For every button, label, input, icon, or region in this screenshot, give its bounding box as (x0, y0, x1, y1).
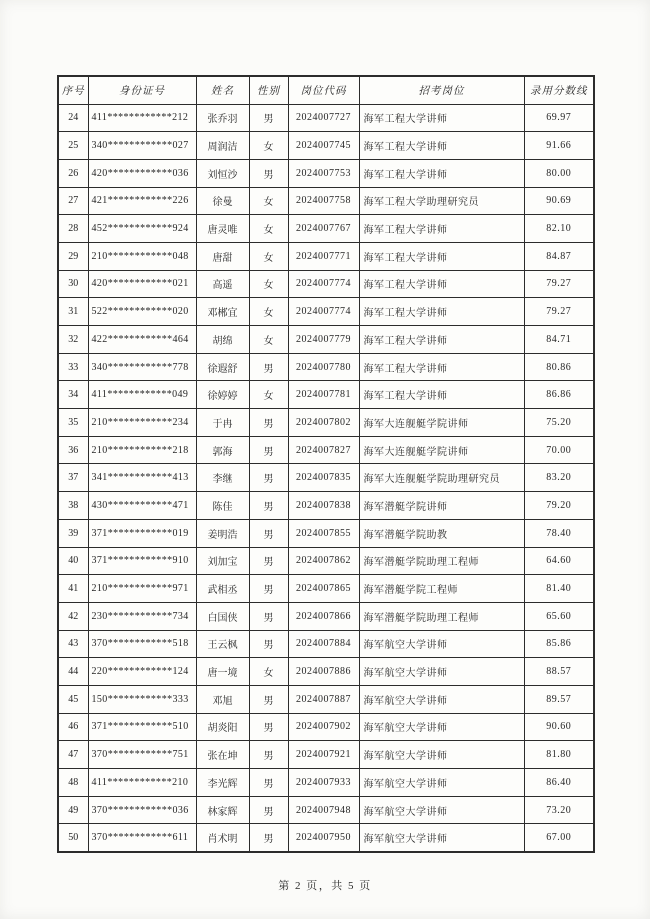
page-number: 第 2 页，共 5 页 (278, 880, 372, 892)
cell-gender: 男 (249, 741, 288, 769)
cell-id-number: 340************027 (88, 132, 196, 160)
cell-gender: 男 (249, 769, 288, 797)
cell-position: 海军工程大学讲师 (359, 326, 524, 354)
cell-position-code: 2024007758 (288, 187, 359, 215)
cell-score: 89.57 (524, 685, 594, 713)
cell-name: 王云枫 (196, 630, 249, 658)
cell-score: 73.20 (524, 796, 594, 824)
cell-position-code: 2024007921 (288, 741, 359, 769)
cell-id-number: 340************778 (88, 353, 196, 381)
cell-position-code: 2024007753 (288, 159, 359, 187)
cell-id-number: 370************036 (88, 796, 196, 824)
cell-id-number: 220************124 (88, 658, 196, 686)
cell-seq: 47 (58, 741, 88, 769)
cell-position: 海军大连舰艇学院助理研究员 (359, 464, 524, 492)
cell-score: 83.20 (524, 464, 594, 492)
cell-gender: 女 (249, 187, 288, 215)
cell-position-code: 2024007771 (288, 242, 359, 270)
cell-seq: 28 (58, 215, 88, 243)
cell-name: 胡炎阳 (196, 713, 249, 741)
cell-seq: 24 (58, 104, 88, 132)
cell-score: 79.27 (524, 298, 594, 326)
cell-id-number: 522************020 (88, 298, 196, 326)
cell-name: 白国侠 (196, 602, 249, 630)
cell-score: 69.97 (524, 104, 594, 132)
table-row (58, 658, 594, 686)
cell-position: 海军大连舰艇学院讲师 (359, 409, 524, 437)
cell-name: 张在坤 (196, 741, 249, 769)
cell-score: 79.27 (524, 270, 594, 298)
cell-gender: 男 (249, 353, 288, 381)
cell-name: 邓旭 (196, 685, 249, 713)
cell-position: 海军航空大学讲师 (359, 741, 524, 769)
cell-position: 海军工程大学讲师 (359, 242, 524, 270)
header-score-line: 录用分数线 (524, 76, 594, 104)
cell-seq: 39 (58, 519, 88, 547)
cell-score: 82.10 (524, 215, 594, 243)
cell-seq: 42 (58, 602, 88, 630)
cell-position: 海军航空大学讲师 (359, 796, 524, 824)
header-seq: 序号 (58, 76, 88, 104)
cell-position-code: 2024007855 (288, 519, 359, 547)
table-row (58, 602, 594, 630)
cell-gender: 男 (249, 575, 288, 603)
cell-id-number: 422************464 (88, 326, 196, 354)
table-row (58, 464, 594, 492)
cell-gender: 女 (249, 658, 288, 686)
cell-name: 李光辉 (196, 769, 249, 797)
cell-name: 陈佳 (196, 492, 249, 520)
cell-seq: 43 (58, 630, 88, 658)
cell-seq: 41 (58, 575, 88, 603)
cell-position-code: 2024007950 (288, 824, 359, 852)
cell-id-number: 371************019 (88, 519, 196, 547)
cell-position-code: 2024007866 (288, 602, 359, 630)
cell-position-code: 2024007835 (288, 464, 359, 492)
table-row (58, 769, 594, 797)
cell-position-code: 2024007780 (288, 353, 359, 381)
cell-name: 唐甜 (196, 242, 249, 270)
cell-position-code: 2024007802 (288, 409, 359, 437)
table-row (58, 409, 594, 437)
cell-score: 70.00 (524, 436, 594, 464)
cell-position: 海军工程大学助理研究员 (359, 187, 524, 215)
cell-score: 79.20 (524, 492, 594, 520)
cell-score: 84.71 (524, 326, 594, 354)
cell-gender: 男 (249, 104, 288, 132)
cell-position: 海军潜艇学院助教 (359, 519, 524, 547)
header-id-number: 身份证号 (88, 76, 196, 104)
cell-position-code: 2024007887 (288, 685, 359, 713)
cell-position: 海军工程大学讲师 (359, 353, 524, 381)
cell-seq: 37 (58, 464, 88, 492)
cell-position: 海军工程大学讲师 (359, 381, 524, 409)
table-row (58, 547, 594, 575)
cell-gender: 男 (249, 630, 288, 658)
header-position: 招考岗位 (359, 76, 524, 104)
cell-id-number: 210************234 (88, 409, 196, 437)
cell-seq: 30 (58, 270, 88, 298)
cell-seq: 45 (58, 685, 88, 713)
cell-position: 海军航空大学讲师 (359, 658, 524, 686)
cell-seq: 35 (58, 409, 88, 437)
cell-score: 75.20 (524, 409, 594, 437)
cell-position: 海军工程大学讲师 (359, 270, 524, 298)
cell-name: 唐灵唯 (196, 215, 249, 243)
table-row (58, 187, 594, 215)
cell-position-code: 2024007774 (288, 270, 359, 298)
table-body (58, 104, 594, 852)
table-row (58, 270, 594, 298)
cell-seq: 34 (58, 381, 88, 409)
cell-seq: 36 (58, 436, 88, 464)
cell-seq: 29 (58, 242, 88, 270)
cell-id-number: 210************048 (88, 242, 196, 270)
cell-id-number: 411************049 (88, 381, 196, 409)
table-row (58, 630, 594, 658)
cell-gender: 男 (249, 685, 288, 713)
cell-name: 肖术明 (196, 824, 249, 852)
cell-position-code: 2024007827 (288, 436, 359, 464)
cell-gender: 女 (249, 242, 288, 270)
cell-score: 65.60 (524, 602, 594, 630)
cell-position-code: 2024007884 (288, 630, 359, 658)
cell-position-code: 2024007779 (288, 326, 359, 354)
cell-position: 海军潜艇学院工程师 (359, 575, 524, 603)
cell-position-code: 2024007902 (288, 713, 359, 741)
cell-gender: 女 (249, 381, 288, 409)
cell-seq: 50 (58, 824, 88, 852)
cell-name: 郭海 (196, 436, 249, 464)
cell-position-code: 2024007781 (288, 381, 359, 409)
cell-seq: 38 (58, 492, 88, 520)
cell-id-number: 371************910 (88, 547, 196, 575)
cell-gender: 男 (249, 713, 288, 741)
table-row (58, 741, 594, 769)
cell-id-number: 341************413 (88, 464, 196, 492)
table-row (58, 104, 594, 132)
table-row (58, 685, 594, 713)
table-row (58, 326, 594, 354)
table-row (58, 519, 594, 547)
cell-name: 林家辉 (196, 796, 249, 824)
cell-position: 海军航空大学讲师 (359, 769, 524, 797)
cell-score: 64.60 (524, 547, 594, 575)
cell-name: 张乔羽 (196, 104, 249, 132)
cell-name: 徐遐舒 (196, 353, 249, 381)
cell-seq: 25 (58, 132, 88, 160)
cell-position-code: 2024007727 (288, 104, 359, 132)
cell-score: 90.69 (524, 187, 594, 215)
cell-position: 海军工程大学讲师 (359, 159, 524, 187)
table-row (58, 159, 594, 187)
cell-name: 邓郴宜 (196, 298, 249, 326)
cell-gender: 男 (249, 796, 288, 824)
cell-id-number: 150************333 (88, 685, 196, 713)
table-row (58, 436, 594, 464)
cell-gender: 女 (249, 326, 288, 354)
cell-seq: 44 (58, 658, 88, 686)
cell-score: 78.40 (524, 519, 594, 547)
cell-seq: 49 (58, 796, 88, 824)
cell-gender: 男 (249, 602, 288, 630)
table-header (58, 76, 594, 104)
header-row (58, 76, 594, 104)
cell-score: 88.57 (524, 658, 594, 686)
cell-name: 刘加宝 (196, 547, 249, 575)
cell-position: 海军工程大学讲师 (359, 104, 524, 132)
cell-id-number: 210************218 (88, 436, 196, 464)
cell-score: 67.00 (524, 824, 594, 852)
cell-seq: 33 (58, 353, 88, 381)
cell-position-code: 2024007767 (288, 215, 359, 243)
cell-id-number: 371************510 (88, 713, 196, 741)
header-position-code: 岗位代码 (288, 76, 359, 104)
table-row (58, 492, 594, 520)
cell-score: 91.66 (524, 132, 594, 160)
table-row (58, 353, 594, 381)
cell-score: 84.87 (524, 242, 594, 270)
cell-id-number: 452************924 (88, 215, 196, 243)
cell-id-number: 420************036 (88, 159, 196, 187)
cell-id-number: 420************021 (88, 270, 196, 298)
cell-name: 徐曼 (196, 187, 249, 215)
table-row (58, 298, 594, 326)
cell-gender: 男 (249, 519, 288, 547)
cell-position: 海军航空大学讲师 (359, 824, 524, 852)
cell-name: 胡绵 (196, 326, 249, 354)
cell-gender: 男 (249, 824, 288, 852)
table-row (58, 242, 594, 270)
cell-score: 90.60 (524, 713, 594, 741)
header-name: 姓名 (196, 76, 249, 104)
cell-id-number: 430************471 (88, 492, 196, 520)
cell-gender: 男 (249, 492, 288, 520)
cell-id-number: 421************226 (88, 187, 196, 215)
cell-name: 周润洁 (196, 132, 249, 160)
cell-id-number: 370************751 (88, 741, 196, 769)
cell-score: 86.86 (524, 381, 594, 409)
cell-gender: 女 (249, 132, 288, 160)
cell-position: 海军大连舰艇学院讲师 (359, 436, 524, 464)
cell-gender: 男 (249, 464, 288, 492)
cell-position-code: 2024007865 (288, 575, 359, 603)
cell-name: 姜明浩 (196, 519, 249, 547)
cell-name: 刘恒沙 (196, 159, 249, 187)
table-row (58, 713, 594, 741)
cell-name: 高遥 (196, 270, 249, 298)
cell-gender: 男 (249, 547, 288, 575)
cell-gender: 男 (249, 159, 288, 187)
table-row (58, 215, 594, 243)
cell-seq: 48 (58, 769, 88, 797)
cell-seq: 32 (58, 326, 88, 354)
cell-gender: 女 (249, 270, 288, 298)
cell-position-code: 2024007886 (288, 658, 359, 686)
table-row (58, 132, 594, 160)
cell-position: 海军航空大学讲师 (359, 685, 524, 713)
cell-seq: 40 (58, 547, 88, 575)
cell-position: 海军潜艇学院助理工程师 (359, 602, 524, 630)
cell-position: 海军工程大学讲师 (359, 132, 524, 160)
header-gender: 性别 (249, 76, 288, 104)
cell-gender: 男 (249, 409, 288, 437)
cell-id-number: 411************212 (88, 104, 196, 132)
cell-position-code: 2024007838 (288, 492, 359, 520)
cell-position: 海军工程大学讲师 (359, 298, 524, 326)
cell-score: 86.40 (524, 769, 594, 797)
cell-score: 81.80 (524, 741, 594, 769)
cell-name: 于冉 (196, 409, 249, 437)
cell-score: 81.40 (524, 575, 594, 603)
cell-position: 海军潜艇学院助理工程师 (359, 547, 524, 575)
table-row (58, 796, 594, 824)
cell-score: 85.86 (524, 630, 594, 658)
cell-gender: 女 (249, 215, 288, 243)
cell-position: 海军航空大学讲师 (359, 630, 524, 658)
cell-id-number: 210************971 (88, 575, 196, 603)
table-row (58, 381, 594, 409)
cell-position-code: 2024007933 (288, 769, 359, 797)
recruitment-score-table (57, 75, 595, 853)
cell-id-number: 370************611 (88, 824, 196, 852)
cell-seq: 31 (58, 298, 88, 326)
cell-gender: 男 (249, 436, 288, 464)
cell-seq: 26 (58, 159, 88, 187)
cell-position: 海军航空大学讲师 (359, 713, 524, 741)
cell-score: 80.00 (524, 159, 594, 187)
cell-name: 徐婷婷 (196, 381, 249, 409)
cell-position-code: 2024007774 (288, 298, 359, 326)
cell-position: 海军工程大学讲师 (359, 215, 524, 243)
cell-gender: 女 (249, 298, 288, 326)
table-row (58, 575, 594, 603)
table-row (58, 824, 594, 852)
cell-name: 李继 (196, 464, 249, 492)
cell-name: 武相丞 (196, 575, 249, 603)
cell-id-number: 411************210 (88, 769, 196, 797)
cell-score: 80.86 (524, 353, 594, 381)
cell-position-code: 2024007745 (288, 132, 359, 160)
cell-position: 海军潜艇学院讲师 (359, 492, 524, 520)
cell-position-code: 2024007862 (288, 547, 359, 575)
cell-id-number: 230************734 (88, 602, 196, 630)
cell-seq: 46 (58, 713, 88, 741)
cell-name: 唐一境 (196, 658, 249, 686)
cell-id-number: 370************518 (88, 630, 196, 658)
cell-seq: 27 (58, 187, 88, 215)
cell-position-code: 2024007948 (288, 796, 359, 824)
